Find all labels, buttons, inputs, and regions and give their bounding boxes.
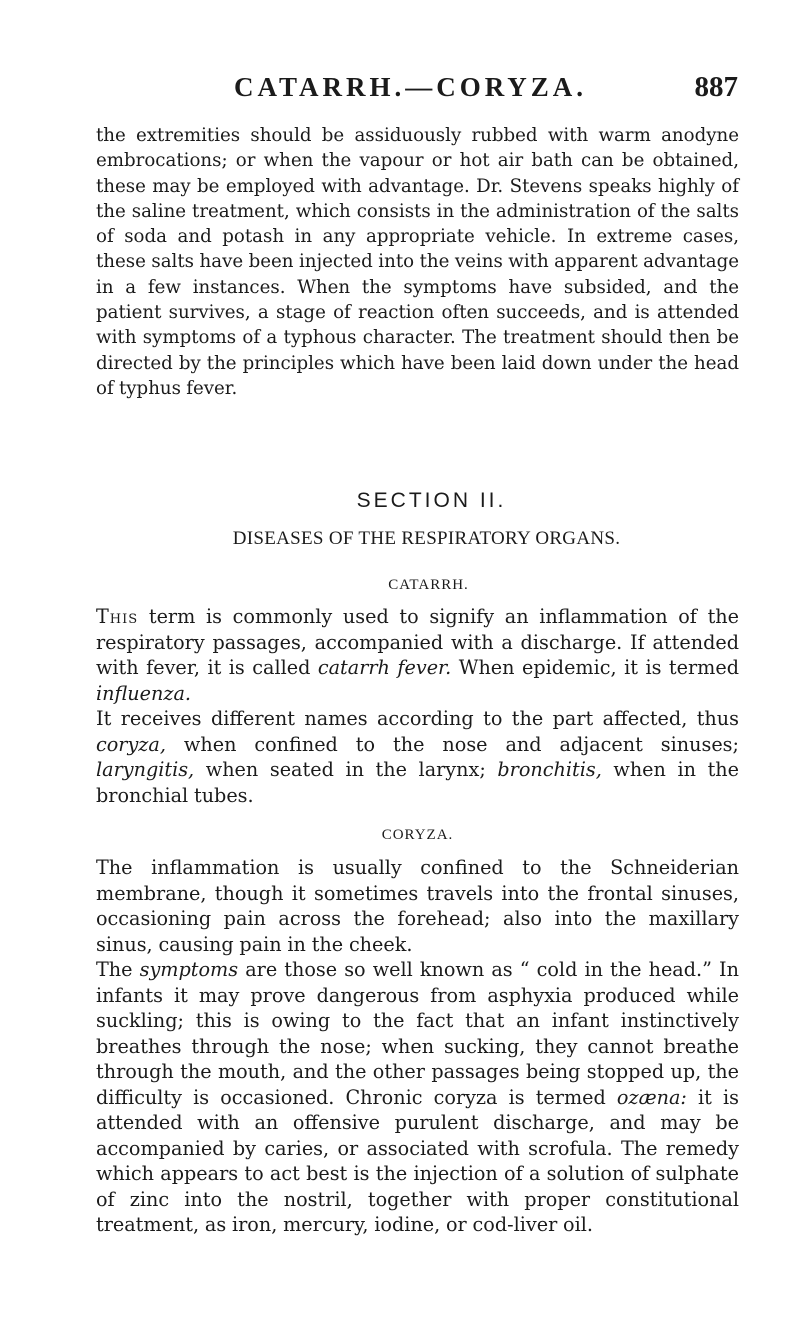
catarrh-section xyxy=(96,604,739,808)
chapter-title: DISEASES OF THE RESPIRATORY ORGANS. xyxy=(232,528,621,550)
page-number: 887 xyxy=(694,71,738,103)
catarrh-paragraph-2: It receives different names according to the part affected, thus coryza, when confined to the nose and adjacent sinuses; laryngitis, when seated in the larynx; bronchitis, when in the bronchial tubes. xyxy=(96,707,739,807)
continuation-paragraph: the extremities should be assiduously rubbed with warm anodyne embrocations; or when the vapour or hot air bath can be obtained, these may be employed with advantage. Dr. Stevens speaks highly of the saline treatment, which consists in the administration of the salts of soda and potash in any appropriate vehicle. In extreme cases, these salts have been injected into the veins with apparent advantage in a few instances. When the symptoms have subsided, and the patient survives, a stage of reaction often succeeds, and is attended with symptoms of a typhous character. The treatment should then be directed by the principles which have been laid down under the head of typhus fever. xyxy=(96,125,739,399)
running-title: CATARRH.—CORYZA. xyxy=(234,72,588,102)
section-title: SECTION II. xyxy=(356,489,507,513)
coryza-heading: CORYZA. xyxy=(381,827,454,844)
lead-word: This xyxy=(96,605,139,629)
page-body xyxy=(96,123,739,1238)
catarrh-heading: CATARRH. xyxy=(388,577,469,594)
coryza-section xyxy=(96,855,739,1238)
running-head xyxy=(98,72,738,108)
catarrh-paragraph-1: This term is commonly used to signify an inflammation of the respiratory passages, accompanied with a discharge. If attended with fever, it is called catarrh fever. When epidemic, it is termed influenza. xyxy=(96,605,739,705)
coryza-paragraph-1: The inflammation is usually confined to the Schneiderian membrane, though it sometimes travels into the frontal sinuses, occasioning pain across the forehead; also into the maxillary sinus, causing pain in the cheek. xyxy=(96,856,739,956)
coryza-paragraph-2: The symptoms are those so well known as “ cold in the head.” In infants it may prove dangerous from asphyxia produced while suckling; this is owing to the fact that an infant instinctively breathes through the nose; when sucking, they cannot breathe through the mouth, and the other passages being stopped up, the difficulty is occasioned. Chronic coryza is termed ozæna: it is attended with an offensive purulent discharge, and may be accompanied by caries, or associated with scrofula. The remedy which appears to act best is the injection of a solution of sulphate of zinc into the nostril, together with proper constitutional treatment, as iron, mercury, iodine, or cod-liver oil. xyxy=(96,958,739,1237)
